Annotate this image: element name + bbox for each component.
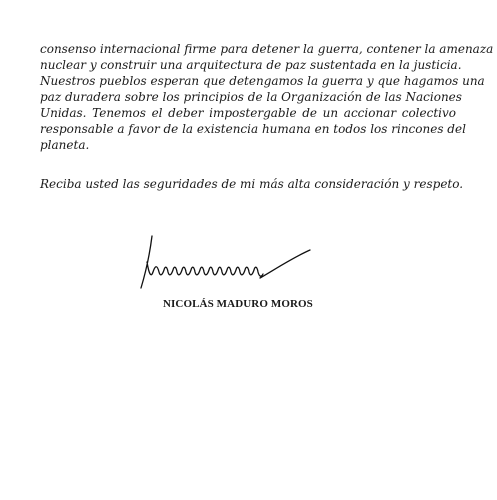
body-text-line: Unidas. Tenemos el deber impostergable de un accionar colectivo (40, 106, 456, 120)
signatory-name: NICOLÁS MADURO MOROS (163, 298, 313, 310)
handwritten-signature (138, 232, 313, 290)
body-text-line: Nuestros pueblos esperan que detengamos la guerra y que hagamos una (40, 74, 485, 88)
closing-line: Reciba usted las seguridades de mi más alta consideración y respeto. (40, 177, 464, 191)
body-text-line: planeta. (40, 138, 90, 152)
body-text-line: responsable a favor de la existencia humana en todos los rincones del (40, 122, 466, 136)
body-text-line: paz duradera sobre los principios de la Organización de las Naciones (40, 90, 462, 104)
body-text-line: nuclear y construir una arquitectura de paz sustentada en la justicia. (40, 58, 462, 72)
body-text-line: consenso internacional firme para detener la guerra, contener la amenaza (40, 42, 494, 56)
